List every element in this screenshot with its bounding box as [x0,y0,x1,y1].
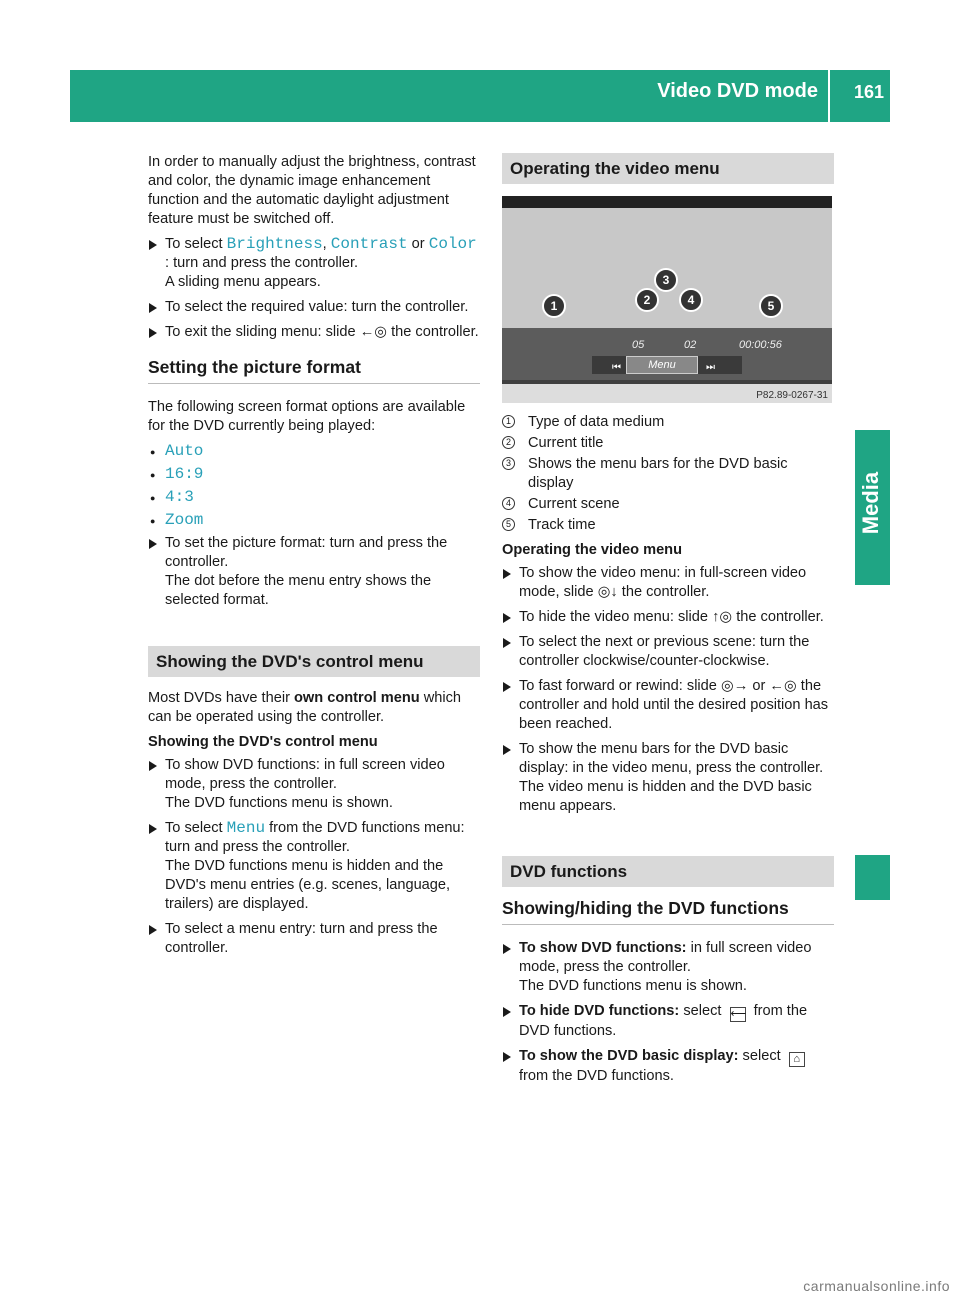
menu-item-menu: Menu [226,819,266,837]
footer-watermark: carmanualsonline.info [803,1278,950,1294]
step-select-menu [148,819,480,914]
page-number: 161 [853,82,884,102]
legend-item [502,434,834,453]
left-column [148,153,480,964]
list-item [148,465,480,484]
menu-item-color: Color [428,235,477,253]
step-text: the controller and hold until the desired position has been reached. [519,678,829,732]
step-text: , [322,236,327,252]
menu-button-image: Menu [626,356,698,374]
callout-4: 4 [679,288,703,312]
step-text: select [683,1003,722,1019]
step-text-bold: To hide DVD functions: [519,1003,680,1019]
side-marker [855,855,890,900]
heading-picture-format: Setting the picture format [148,358,480,384]
picture-intro: The following screen format options are available for the DVD currently being played: [148,399,466,434]
legend-number: 5 [502,518,515,531]
legend-item [502,495,834,514]
header-divider [828,70,830,122]
callout-2: 2 [635,288,659,312]
step-text: To select [165,236,223,252]
step-text: To select a menu entry: turn and press the controller. [165,921,438,956]
menu-item-contrast: Contrast [330,235,408,253]
step-text: from the DVD functions menu: turn and press the controller. [165,820,465,855]
home-icon: ⌂ [789,1052,805,1067]
step-text: from the DVD functions. [519,1003,808,1039]
step-show-menu-bars [502,740,834,816]
right-column [502,153,834,1092]
heading-dvd-functions: DVD functions [502,856,834,887]
step-select-value [148,298,480,317]
list-item [148,488,480,507]
video-menu-screenshot [502,196,832,403]
format-zoom: Zoom [165,511,204,529]
step-result: A sliding menu appears. [165,274,321,290]
legend-number: 2 [502,436,515,449]
text: which can be operated using the controller. [148,690,462,725]
legend-number: 3 [502,457,515,470]
image-code: P82.89-0267-31 [756,390,828,401]
slide-up-icon: ↑◎ [712,609,733,625]
step-hide-dvd-functions [502,1002,834,1041]
side-tab [855,430,890,585]
step-text: To select [165,820,223,836]
step-text: To show DVD functions: in full screen video mode, press the controller. [165,757,445,792]
step-result: The DVD functions menu is hidden and the DVD's menu entries (e.g. scenes, language, trailers) are displayed. [165,858,451,912]
slide-left-icon: ←◎ [769,678,797,694]
step-text: the controller. [391,324,479,340]
subheading-operating: Operating the video menu [502,542,683,558]
step-text: in full screen video mode, press the controller. [519,940,812,975]
step-show-video-menu [502,564,834,602]
step-text: To show the menu bars for the DVD basic display: in the video menu, press the controller. [519,741,824,776]
step-text: To hide the video menu: slide [519,609,709,625]
format-16-9: 16:9 [165,465,204,483]
step-text: To fast forward or rewind: slide [519,678,717,694]
scene-value: 02 [684,339,697,351]
legend-text: Type of data medium [528,414,665,430]
title-value: 05 [632,339,645,351]
step-select-scene [502,633,834,671]
legend-item [502,455,834,493]
step-text: To select the required value: turn the controller. [165,299,469,315]
legend-item [502,516,834,535]
menu-item-brightness: Brightness [226,235,323,253]
previous-icon: ⏮ [612,362,621,373]
legend-item [502,413,834,432]
step-result: The DVD functions menu is shown. [519,978,747,994]
legend-text: Current scene [528,496,620,512]
step-text: To select the next or previous scene: turn the controller clockwise/counter-clockwise. [519,634,810,669]
format-auto: Auto [165,442,204,460]
step-exit-menu [148,323,480,342]
header-bar [70,70,890,122]
back-icon: ⟵ [730,1008,747,1020]
step-text-bold: To show DVD functions: [519,940,687,956]
intro-text: In order to manually adjust the brightness, contrast and color, the dynamic image enhancement function and the automatic daylight adjustment feature must be switched off. [148,154,476,227]
step-select-entry [148,920,480,958]
text: Most DVDs have their [148,690,290,706]
step-text: select [742,1048,781,1064]
step-text: from the DVD functions. [519,1068,674,1084]
legend-number: 1 [502,415,515,428]
step-hide-video-menu [502,608,834,627]
step-set-format [148,534,480,610]
step-select-adjustment [148,235,480,292]
step-result: The DVD functions menu is shown. [165,795,393,811]
step-text: : turn and press the controller. [165,255,359,271]
legend-text: Shows the menu bars for the DVD basic display [528,456,788,491]
callout-5: 5 [759,294,783,318]
time-value: 00:00:56 [739,339,782,351]
step-text: or [411,236,425,252]
text-bold: own control menu [294,690,420,706]
step-text: the controller. [736,609,824,625]
next-icon: ⏭ [706,362,715,373]
legend-number: 4 [502,497,515,510]
list-item [148,442,480,461]
step-text-bold: To show the DVD basic display: [519,1048,739,1064]
side-tab-label: Media [858,471,883,535]
slide-left-icon: ←◎ [359,324,388,340]
callout-3: 3 [654,268,678,292]
heading-showing-hiding: Showing/hiding the DVD functions [502,899,834,925]
photo-background [502,196,832,208]
legend-text: Current title [528,435,604,451]
legend-text: Track time [528,517,596,533]
step-result: The video menu is hidden and the DVD basic menu appears. [519,779,812,814]
callout-1: 1 [542,294,566,318]
step-text: the controller. [621,584,710,600]
list-item [148,511,480,530]
step-show-dvd-functions [502,939,834,996]
step-fast-forward [502,677,834,734]
heading-control-menu: Showing the DVD's control menu [148,646,480,677]
control-intro [148,689,480,727]
heading-video-menu: Operating the video menu [502,153,834,184]
step-result: The dot before the menu entry shows the selected format. [165,573,432,608]
page-title: Video DVD mode [657,80,818,102]
format-4-3: 4:3 [165,488,194,506]
step-text: To set the picture format: turn and press the controller. [165,535,448,570]
subheading-control-menu: Showing the DVD's control menu [148,734,378,750]
slide-down-icon: ◎↓ [597,584,618,600]
step-show-functions [148,756,480,813]
step-text: To show the video menu: in full-screen video mode, slide [519,565,807,600]
step-show-basic-display [502,1047,834,1086]
step-text: To exit the sliding menu: slide [165,324,356,340]
step-text: or [752,678,766,694]
slide-right-icon: ◎→ [720,678,749,694]
